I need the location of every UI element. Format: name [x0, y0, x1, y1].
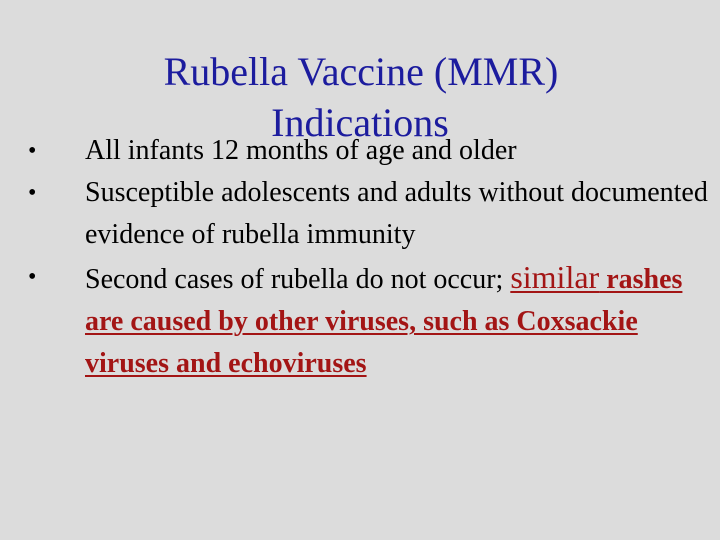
bullet-item-adolescents: [28, 172, 708, 256]
slide-title-line-1: Rubella Vaccine (MMR): [163, 49, 559, 94]
bullet-icon: •: [28, 180, 37, 206]
bullet-icon: •: [28, 138, 37, 164]
bullet-icon: •: [28, 264, 37, 290]
highlight-text-rest: rashes are caused by other viruses, such as Coxsackie viruses and echoviruses: [85, 264, 683, 379]
bullet-text: All infants 12 months of age and older: [85, 135, 517, 166]
slide-title-line-2: Indications: [271, 100, 449, 145]
bullet-text: Second cases of rubella do not occur;: [85, 264, 511, 295]
highlight-text: similar: [510, 259, 600, 295]
bullet-list: [28, 130, 708, 385]
bullet-item-second-cases: [28, 256, 708, 385]
bullet-item-infants: [28, 130, 708, 172]
bullet-text: Susceptible adolescents and adults without documented evidence of rubella immunity: [85, 177, 708, 250]
